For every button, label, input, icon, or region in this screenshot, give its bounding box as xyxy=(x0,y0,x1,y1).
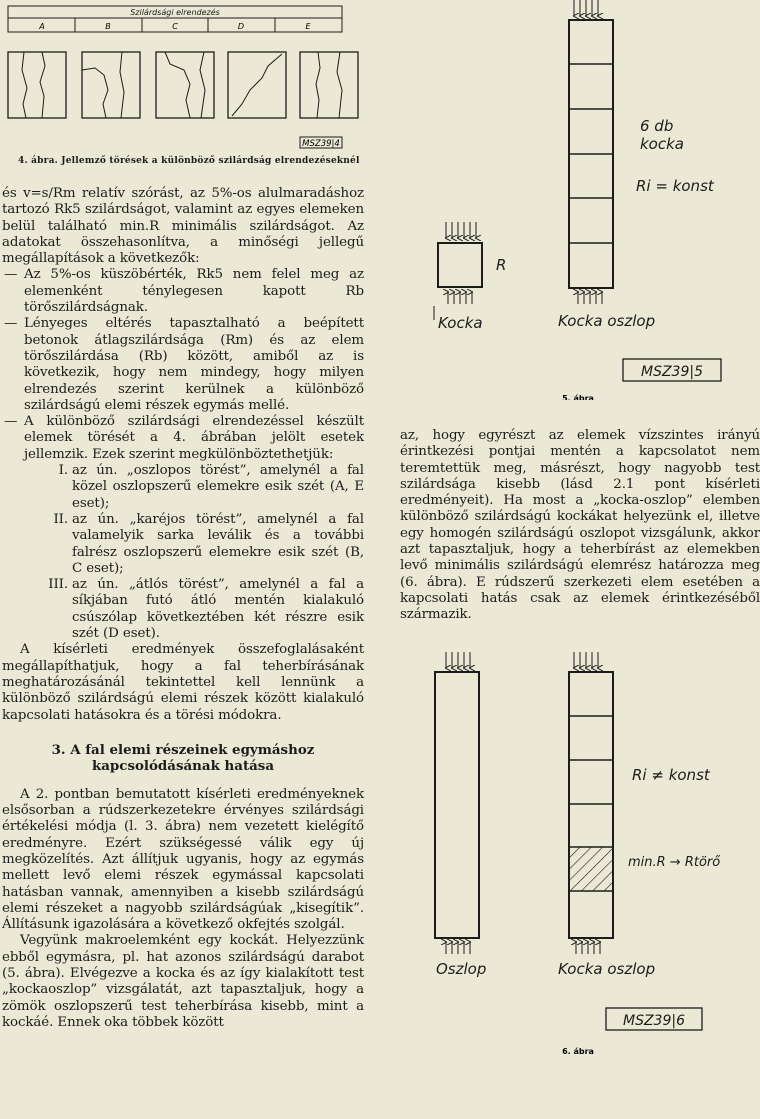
fig4-wall-a xyxy=(8,52,66,118)
fig6-stamp: MSZ39|6 xyxy=(623,1013,685,1029)
fig4-wall-d xyxy=(228,52,286,118)
fig5-stamp: MSZ39|5 xyxy=(641,364,703,380)
fig5-label-kocka: kocka xyxy=(640,135,684,153)
fig4-wall-e xyxy=(300,52,358,118)
left-dash-item-2: — Lényeges eltérés tapasztalható a beépített betonok átlagszilárdsága (Rm) és az elem törőszilárdása (Rb) között, amiből az is következik, hogy nem mindegy, hogy milyen elrendezés szerint kerülnek a különböző szilárdságú elemi részek egymás mellé. xyxy=(4,316,364,413)
left-dash-item-3: — A különböző szilárdsági elrendezéssel készült elemek törését a 4. ábrában jelölt esetek jellemzik. Ezek szerint megkülönböztethetjük: xyxy=(4,414,364,462)
fig4-caption: 4. ábra. Jellemző törések a különböző szilárdság elrendezéseknél xyxy=(18,156,360,166)
right-paragraph-1: az, hogy egyrészt az elemek vízszintes irányú érintkezési pontjai mentén a kapcsolatot nem teremtettük meg, másrészt, hogy nagyobb test szilárdsága kisebb (lásd 2.1 pont kísérleti eredményeit). Ha most a „kocka-oszlop” elemben különböző szilárdságú kockákat helyezünk el, illetve egy homogén szilárdságú oszlopot vizsgálunk, akkor azt tapasztaljuk, hogy a teherbírást az elemekben levő minimális szilárdságú elemrész határozza meg (6. ábra). E rúdszerű szerkezeti elem esetében a kapcsolati hatás csak az elemek érintkezéséből származik. xyxy=(400,428,760,623)
fig4-wall-c xyxy=(156,52,214,118)
fig4-header: Szilárdsági elrendezés xyxy=(130,8,220,17)
fig6-label-minr: min.R → Rtörő xyxy=(628,855,721,870)
fig4-stamp: MSZ39|4 xyxy=(302,139,340,149)
fig5-label-6db: 6 db xyxy=(640,117,674,135)
left-roman-item-2: II. az ún. „karéjos törést”, amelynél a fal valamelyik sarka leválik és a további falrész oszlopszerű elemekre esik szét (B, C eset); xyxy=(53,511,364,576)
fig5-label-kocka-oszlop: Kocka oszlop xyxy=(558,312,656,330)
fig4-col-a: A xyxy=(39,22,45,31)
fig4-col-d: D xyxy=(237,22,245,31)
fig6-label-kocka-oszlop: Kocka oszlop xyxy=(558,960,656,978)
fig4-col-c: C xyxy=(172,22,178,31)
fig5-label-kocka-small: Kocka xyxy=(438,314,483,332)
fig4-col-e: E xyxy=(305,22,311,31)
left-roman-item-3: III. az ún. „átlós törést”, amelynél a fal a síkjában futó átló mentén kialakuló csúszólap következtében két részre esik szét (D eset). xyxy=(48,577,364,642)
section-heading-line-1: 3. A fal elemi részeinek egymáshoz xyxy=(51,741,315,758)
section-heading-line-2: kapcsolódásának hatása xyxy=(91,758,275,775)
left-paragraph-1: és v=s/Rm relatív szórást, az 5%-os alulmaradáshoz tartozó Rk5 szilárdságot, valamint az egyes elemeken belül található min.R minimális szilárdságot. Az adatokat összehasonlítva, a minőségi jellegű megállapítások a következők: xyxy=(2,186,364,267)
left-paragraph-3: A 2. pontban bemutatott kísérleti eredményeknek elsősorban a rúdszerkezetekre érvényes szilárdsági értékelési módja (l. 3. ábra) nem vezetett kielégítő eredményre. Ezért szükségessé válik egy új megközelítés. Azt állítjuk ugyanis, hogy az egymás mellett levő elemi részek egymással kapcsolati hatásban vannak, amennyiben a kisebb szilárdságú elemi részeket a nagyobb szilárdságúak „kisegítik”. Állításunk igazolására a következő okfejtés szolgál. xyxy=(2,786,364,933)
left-dash-item-1: — Az 5%-os küszöbérték, Rk5 nem felel meg az elemenként ténylegesen kapott Rb törőszilárdságnak. xyxy=(4,267,364,316)
fig4-wall-b xyxy=(82,52,140,118)
left-paragraph-4: Vegyünk makroelemként egy kockát. Helyezzünk ebből egymásra, pl. hat azonos szilárdságú darabot (5. ábra). Elvégezve a kocka és az így kialakított test „kockaoszlop” vizsgálatát, azt tapasztaljuk, hogy a zömök oszlopszerű test teherbírása kisebb, mint a kockáé. Ennek oka többek között xyxy=(2,933,364,1030)
fig6-caption: 6. ábra xyxy=(562,1047,594,1056)
fig6-label-ri: Ri ≠ konst xyxy=(632,766,710,784)
left-body xyxy=(2,186,364,1031)
figure-6 xyxy=(392,650,760,1070)
fig5-label-r: R xyxy=(496,256,507,274)
fig6-label-oszlop: Oszlop xyxy=(436,960,487,978)
figure-4 xyxy=(0,0,366,170)
left-paragraph-2: A kísérleti eredmények összefoglalásaként megállapíthatjuk, hogy a fal teherbírásának meghatározásánál tekintettel kell lennünk a különböző szilárdságú elemi részek között kialakuló kapcsolati hatásokra és a törési módokra. xyxy=(2,642,364,723)
fig5-caption: 5. ábra xyxy=(562,394,594,400)
figure-5 xyxy=(392,0,760,400)
left-roman-item-1: I. az ún. „oszlopos törést”, amelynél a fal közel oszlopszerű elemekre esik szét (A, E eset); xyxy=(58,463,364,511)
fig5-label-ri: Ri = konst xyxy=(636,177,714,195)
fig4-col-b: B xyxy=(105,22,111,31)
